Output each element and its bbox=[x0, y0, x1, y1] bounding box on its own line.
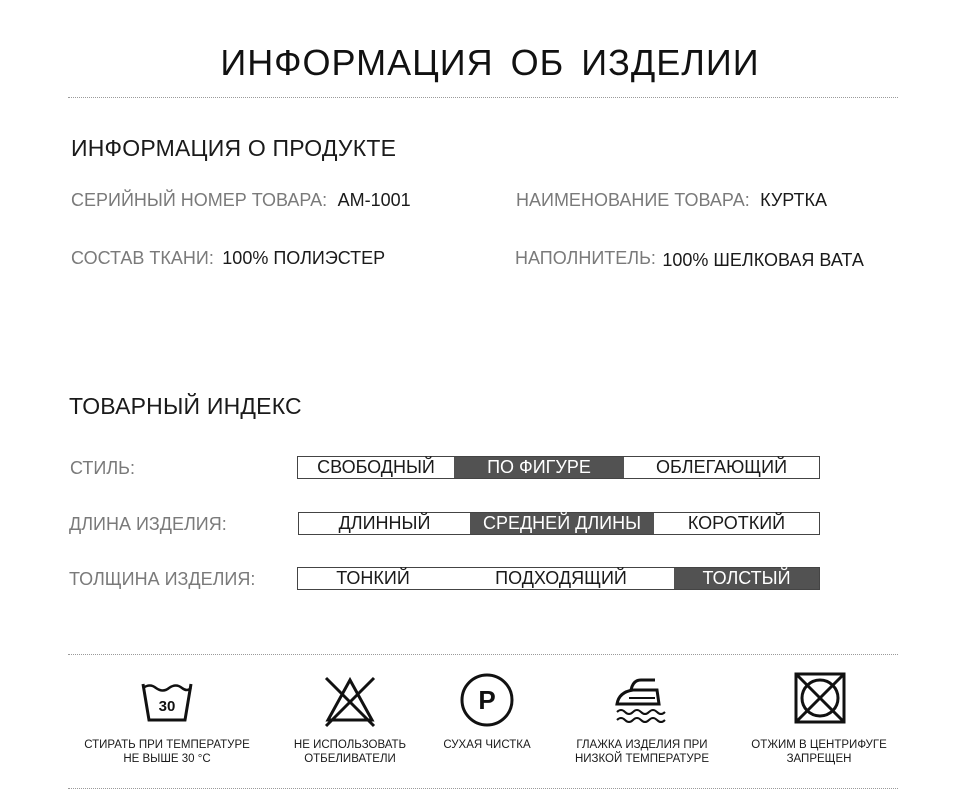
fabric-label: СОСТАВ ТКАНИ: bbox=[71, 248, 214, 268]
fabric-value: 100% ПОЛИЭСТЕР bbox=[222, 248, 386, 268]
name-label: НАИМЕНОВАНИЕ ТОВАРА: bbox=[516, 190, 750, 210]
thickness-label: ТОЛЩИНА ИЗДЕЛИЯ: bbox=[69, 569, 256, 589]
care-text-wash: СТИРАТЬ ПРИ ТЕМПЕРАТУРЕ НЕ ВЫШЕ 30 °С bbox=[84, 739, 250, 765]
filler-label: НАПОЛНИТЕЛЬ: bbox=[515, 248, 656, 268]
no-tumble-dry-icon bbox=[790, 668, 850, 728]
care-top-divider bbox=[68, 654, 898, 655]
no-bleach-icon bbox=[320, 672, 380, 732]
page-title: ИНФОРМАЦИЯ ОБ ИЗДЕЛИИ bbox=[220, 42, 760, 83]
thickness-scale bbox=[297, 567, 820, 590]
care-text-no-bleach: НЕ ИСПОЛЬЗОВАТЬ ОТБЕЛИВАТЕЛИ bbox=[293, 739, 407, 765]
care-text-no-tumble: ОТЖИМ В ЦЕНТРИФУГЕ ЗАПРЕЩЕН bbox=[751, 739, 887, 765]
name-value: КУРТКА bbox=[760, 190, 827, 210]
product-index-heading: ТОВАРНЫЙ ИНДЕКС bbox=[69, 393, 302, 419]
serial-field bbox=[71, 190, 411, 211]
wash-temp: 30 bbox=[158, 698, 176, 715]
filler-value: 100% ШЕЛКОВАЯ ВАТА bbox=[662, 250, 864, 270]
iron-low-icon bbox=[611, 670, 671, 730]
title-divider bbox=[68, 97, 898, 98]
serial-value: AM-1001 bbox=[337, 190, 411, 210]
thickness-option-thin: ТОНКИЙ bbox=[336, 568, 410, 588]
length-option-medium: СРЕДНЕЙ ДЛИНЫ bbox=[470, 513, 654, 534]
fabric-field bbox=[71, 248, 385, 269]
style-label: СТИЛЬ: bbox=[70, 458, 135, 478]
dry-clean-letter: P bbox=[478, 685, 496, 715]
length-option-short: КОРОТКИЙ bbox=[687, 513, 786, 533]
product-info-heading: ИНФОРМАЦИЯ О ПРОДУКТЕ bbox=[71, 135, 397, 161]
length-option-long: ДЛИННЫЙ bbox=[338, 513, 431, 533]
thickness-option-thick: ТОЛСТЫЙ bbox=[674, 568, 819, 589]
dry-clean-icon bbox=[457, 670, 517, 730]
style-scale bbox=[297, 456, 820, 479]
care-text-dry-clean: СУХАЯ ЧИСТКА bbox=[443, 739, 531, 751]
style-option-fitted: ПО ФИГУРЕ bbox=[454, 457, 624, 478]
style-option-loose: СВОБОДНЫЙ bbox=[317, 457, 435, 477]
style-option-tight: ОБЛЕГАЮЩИЙ bbox=[655, 457, 788, 477]
care-bottom-divider bbox=[68, 788, 898, 789]
length-scale bbox=[298, 512, 820, 535]
care-text-iron: ГЛАЖКА ИЗДЕЛИЯ ПРИ НИЗКОЙ ТЕМПЕРАТУРЕ bbox=[574, 739, 710, 765]
filler-field bbox=[515, 248, 864, 269]
length-label: ДЛИНА ИЗДЕЛИЯ: bbox=[69, 514, 227, 534]
serial-label: СЕРИЙНЫЙ НОМЕР ТОВАРА: bbox=[71, 190, 328, 210]
thickness-option-medium: ПОДХОДЯЩИЙ bbox=[495, 568, 627, 588]
wash-30-icon bbox=[137, 672, 197, 732]
name-field bbox=[516, 190, 827, 211]
